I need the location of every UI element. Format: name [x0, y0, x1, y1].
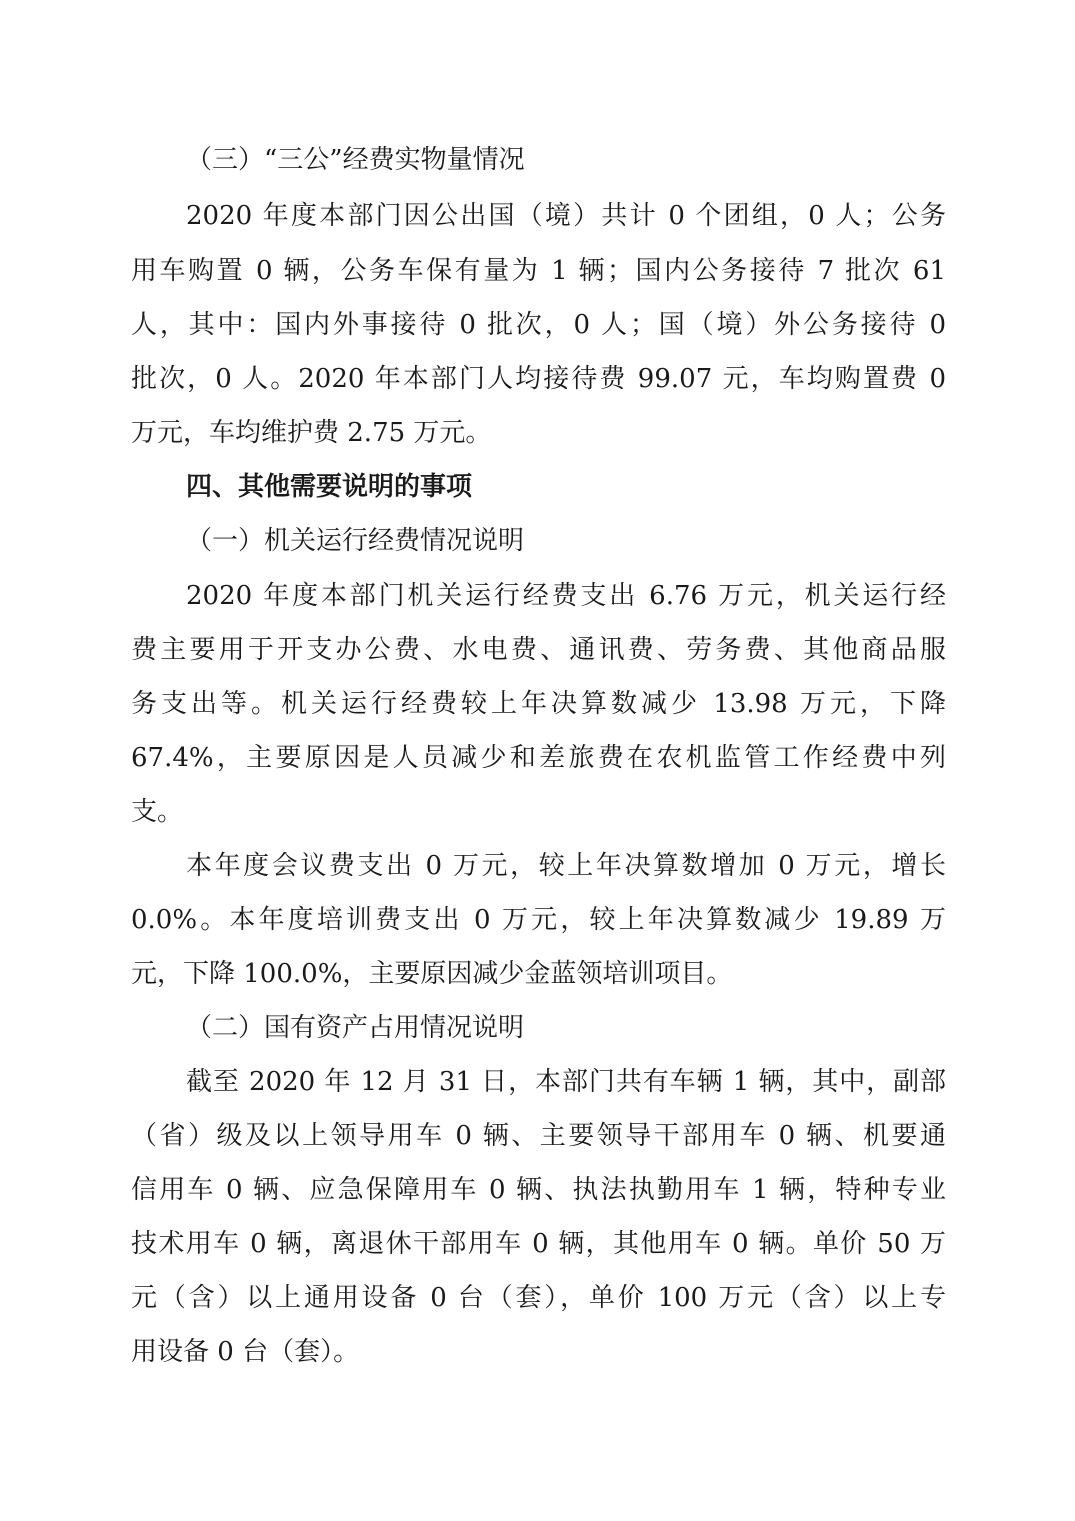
subsection-heading-2: （二）国有资产占用情况说明 — [186, 1013, 525, 1043]
paragraph-line: 人，其中：国内外事接待 0 批次，0 人；国（境）外公务接待 0 — [131, 310, 946, 340]
paragraph-line: 用车购置 0 辆，公务车保有量为 1 辆；国内公务接待 7 批次 61 — [131, 256, 946, 286]
paragraph-line: 本年度会议费支出 0 万元，较上年决算数增加 0 万元，增长 — [186, 851, 946, 881]
subsection-heading-1: （一）机关运行经费情况说明 — [186, 526, 525, 556]
paragraph-line: 费主要用于开支办公费、水电费、通讯费、劳务费、其他商品服 — [131, 635, 946, 665]
paragraph-line: 2020 年度本部门因公出国（境）共计 0 个团组，0 人；公务 — [186, 201, 946, 231]
paragraph-line: 用设备 0 台（套）。 — [131, 1337, 360, 1367]
paragraph-line: 元（含）以上通用设备 0 台（套），单价 100 万元（含）以上专 — [131, 1283, 946, 1313]
paragraph-line: （省）级及以上领导用车 0 辆、主要领导干部用车 0 辆、机要通 — [131, 1121, 946, 1151]
paragraph-line: 67.4%，主要原因是人员减少和差旅费在农机监管工作经费中列 — [131, 743, 946, 773]
paragraph-line: 支。 — [131, 797, 184, 827]
paragraph-line: 截至 2020 年 12 月 31 日，本部门共有车辆 1 辆，其中，副部 — [186, 1067, 946, 1097]
paragraph-line: 万元，车均维护费 2.75 万元。 — [131, 418, 492, 448]
section-heading-3: （三）“三公”经费实物量情况 — [186, 145, 525, 175]
paragraph-line: 批次，0 人。2020 年本部门人均接待费 99.07 元，车均购置费 0 — [131, 364, 946, 394]
paragraph-line: 2020 年度本部门机关运行经费支出 6.76 万元，机关运行经 — [186, 581, 946, 611]
paragraph-line: 技术用车 0 辆，离退休干部用车 0 辆，其他用车 0 辆。单价 50 万 — [131, 1229, 946, 1259]
paragraph-line: 元，下降 100.0%，主要原因减少金蓝领培训项目。 — [131, 959, 733, 989]
paragraph-line: 信用车 0 辆、应急保障用车 0 辆、执法执勤用车 1 辆，特种专业 — [131, 1175, 946, 1205]
section-heading-4: 四、其他需要说明的事项 — [186, 472, 473, 502]
paragraph-line: 务支出等。机关运行经费较上年决算数减少 13.98 万元，下降 — [131, 689, 946, 719]
paragraph-line: 0.0%。本年度培训费支出 0 万元，较上年决算数减少 19.89 万 — [131, 905, 946, 935]
